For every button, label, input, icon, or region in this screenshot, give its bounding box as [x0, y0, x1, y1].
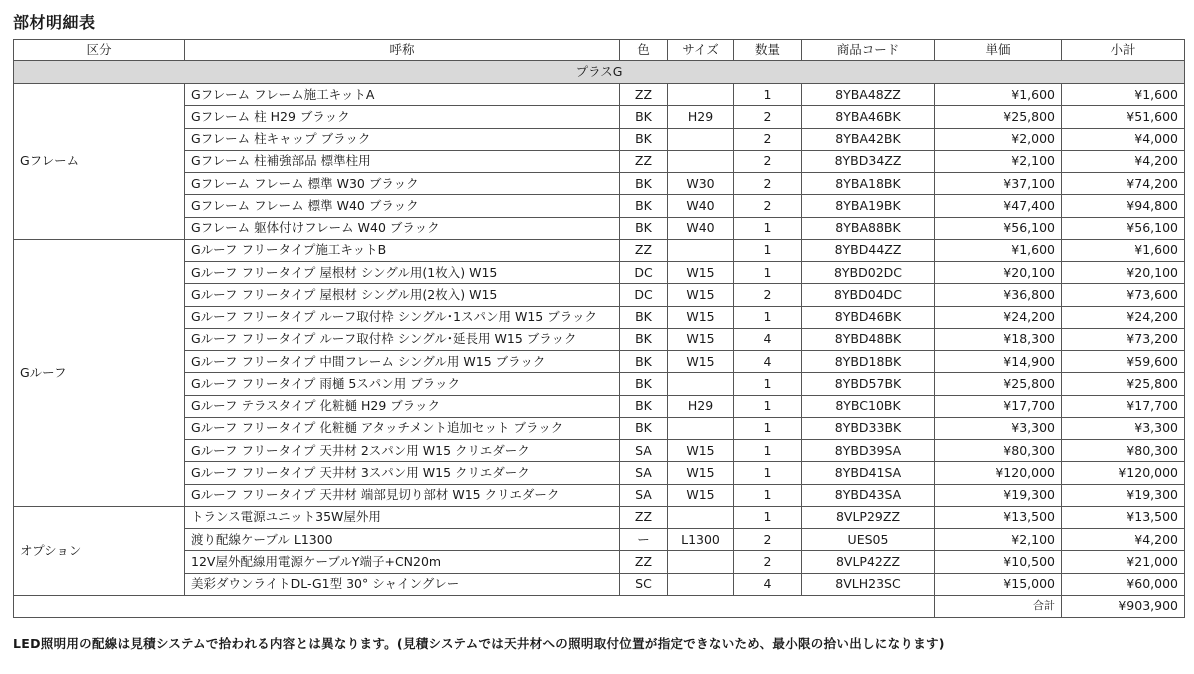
- header-unit-price: 単価: [935, 40, 1062, 61]
- row-product-code: UES05: [802, 529, 935, 551]
- row-product-code: 8YBA19BK: [802, 195, 935, 217]
- row-color: ZZ: [620, 84, 668, 106]
- row-subtotal: ¥25,800: [1062, 373, 1185, 395]
- row-unit-price: ¥2,100: [935, 529, 1062, 551]
- row-quantity: 1: [734, 306, 802, 328]
- row-quantity: 1: [734, 484, 802, 506]
- row-size: W40: [668, 217, 734, 239]
- row-unit-price: ¥10,500: [935, 551, 1062, 573]
- row-unit-price: ¥1,600: [935, 84, 1062, 106]
- row-color: ZZ: [620, 150, 668, 172]
- row-color: SA: [620, 484, 668, 506]
- row-product-code: 8YBC10BK: [802, 395, 935, 417]
- row-unit-price: ¥47,400: [935, 195, 1062, 217]
- row-name: Gフレーム 柱補強部品 標準柱用: [185, 150, 620, 172]
- table-row: [14, 262, 1185, 284]
- row-color: SA: [620, 440, 668, 462]
- table-row: [14, 284, 1185, 306]
- row-size: W40: [668, 195, 734, 217]
- row-product-code: 8YBD48BK: [802, 328, 935, 350]
- row-product-code: 8YBD43SA: [802, 484, 935, 506]
- group-label: プラスG: [14, 61, 1185, 84]
- table-row: [14, 551, 1185, 573]
- row-name: Gルーフ フリータイプ 中間フレーム シングル用 W15 ブラック: [185, 351, 620, 373]
- row-color: BK: [620, 217, 668, 239]
- row-size: W15: [668, 484, 734, 506]
- row-product-code: 8YBD41SA: [802, 462, 935, 484]
- section-category: Gフレーム: [14, 84, 185, 240]
- row-quantity: 1: [734, 262, 802, 284]
- table-row: [14, 529, 1185, 551]
- header-color: 色: [620, 40, 668, 61]
- row-size: W15: [668, 440, 734, 462]
- row-color: DC: [620, 262, 668, 284]
- row-subtotal: ¥17,700: [1062, 395, 1185, 417]
- row-unit-price: ¥14,900: [935, 351, 1062, 373]
- row-size: W15: [668, 328, 734, 350]
- row-size: [668, 551, 734, 573]
- table-row: [14, 128, 1185, 150]
- row-unit-price: ¥56,100: [935, 217, 1062, 239]
- row-subtotal: ¥4,000: [1062, 128, 1185, 150]
- row-product-code: 8VLP42ZZ: [802, 551, 935, 573]
- row-name: Gフレーム 躯体付けフレーム W40 ブラック: [185, 217, 620, 239]
- row-unit-price: ¥3,300: [935, 417, 1062, 439]
- row-unit-price: ¥2,000: [935, 128, 1062, 150]
- row-unit-price: ¥25,800: [935, 373, 1062, 395]
- row-size: W15: [668, 284, 734, 306]
- row-quantity: 1: [734, 239, 802, 261]
- section-category: オプション: [14, 506, 185, 595]
- section-category: Gルーフ: [14, 239, 185, 506]
- table-row: [14, 351, 1185, 373]
- total-spacer: [14, 595, 935, 617]
- row-color: BK: [620, 195, 668, 217]
- table-row: [14, 506, 1185, 528]
- table-row: [14, 395, 1185, 417]
- row-name: Gルーフ フリータイプ 天井材 端部見切り部材 W15 クリエダーク: [185, 484, 620, 506]
- row-name: Gルーフ フリータイプ ルーフ取付枠 シングル･1スパン用 W15 ブラック: [185, 306, 620, 328]
- row-subtotal: ¥24,200: [1062, 306, 1185, 328]
- row-unit-price: ¥2,100: [935, 150, 1062, 172]
- row-name: Gルーフ フリータイプ 雨樋 5スパン用 ブラック: [185, 373, 620, 395]
- table-row: [14, 217, 1185, 239]
- row-subtotal: ¥3,300: [1062, 417, 1185, 439]
- row-name: 12V屋外配線用電源ケーブルY端子+CN20m: [185, 551, 620, 573]
- row-quantity: 4: [734, 328, 802, 350]
- row-subtotal: ¥19,300: [1062, 484, 1185, 506]
- row-subtotal: ¥20,100: [1062, 262, 1185, 284]
- row-quantity: 2: [734, 173, 802, 195]
- row-product-code: 8VLP29ZZ: [802, 506, 935, 528]
- row-unit-price: ¥1,600: [935, 239, 1062, 261]
- row-size: [668, 84, 734, 106]
- row-product-code: 8YBD57BK: [802, 373, 935, 395]
- row-unit-price: ¥19,300: [935, 484, 1062, 506]
- row-unit-price: ¥18,300: [935, 328, 1062, 350]
- row-subtotal: ¥59,600: [1062, 351, 1185, 373]
- row-name: Gルーフ フリータイプ ルーフ取付枠 シングル･延長用 W15 ブラック: [185, 328, 620, 350]
- row-color: DC: [620, 284, 668, 306]
- row-size: W15: [668, 351, 734, 373]
- row-quantity: 1: [734, 395, 802, 417]
- row-product-code: 8YBD44ZZ: [802, 239, 935, 261]
- row-quantity: 1: [734, 373, 802, 395]
- parts-table: [13, 39, 1185, 618]
- row-name: Gルーフ フリータイプ施工キットB: [185, 239, 620, 261]
- table-row: [14, 417, 1185, 439]
- table-row: [14, 573, 1185, 595]
- row-color: ZZ: [620, 506, 668, 528]
- row-quantity: 1: [734, 217, 802, 239]
- row-unit-price: ¥36,800: [935, 284, 1062, 306]
- row-quantity: 2: [734, 195, 802, 217]
- row-name: Gルーフ フリータイプ 屋根材 シングル用(1枚入) W15: [185, 262, 620, 284]
- row-name: Gルーフ フリータイプ 天井材 3スパン用 W15 クリエダーク: [185, 462, 620, 484]
- row-name: Gフレーム 柱 H29 ブラック: [185, 106, 620, 128]
- row-name: Gルーフ フリータイプ 屋根材 シングル用(2枚入) W15: [185, 284, 620, 306]
- footnote: LED照明用の配線は見積システムで拾われる内容とは異なります。(見積システムでは天井材への照明取付位置が指定できないため、最小限の拾い出しになります): [13, 636, 945, 651]
- row-unit-price: ¥15,000: [935, 573, 1062, 595]
- row-size: W15: [668, 262, 734, 284]
- table-row: [14, 440, 1185, 462]
- row-color: BK: [620, 106, 668, 128]
- row-name: Gフレーム フレーム 標準 W30 ブラック: [185, 173, 620, 195]
- row-subtotal: ¥4,200: [1062, 529, 1185, 551]
- row-quantity: 1: [734, 417, 802, 439]
- row-subtotal: ¥94,800: [1062, 195, 1185, 217]
- row-subtotal: ¥56,100: [1062, 217, 1185, 239]
- row-subtotal: ¥13,500: [1062, 506, 1185, 528]
- table-header-row: [14, 40, 1185, 61]
- total-row: [14, 595, 1185, 617]
- row-quantity: 1: [734, 462, 802, 484]
- row-product-code: 8YBD04DC: [802, 284, 935, 306]
- row-unit-price: ¥24,200: [935, 306, 1062, 328]
- row-quantity: 2: [734, 284, 802, 306]
- table-row: [14, 84, 1185, 106]
- row-color: SA: [620, 462, 668, 484]
- table-row: [14, 373, 1185, 395]
- row-color: BK: [620, 328, 668, 350]
- row-product-code: 8YBA46BK: [802, 106, 935, 128]
- row-name: Gルーフ フリータイプ 化粧樋 アタッチメント追加セット ブラック: [185, 417, 620, 439]
- row-size: H29: [668, 395, 734, 417]
- row-quantity: 2: [734, 529, 802, 551]
- row-unit-price: ¥80,300: [935, 440, 1062, 462]
- row-subtotal: ¥51,600: [1062, 106, 1185, 128]
- row-product-code: 8VLH23SC: [802, 573, 935, 595]
- table-row: [14, 306, 1185, 328]
- row-name: トランス電源ユニット35W屋外用: [185, 506, 620, 528]
- row-size: [668, 417, 734, 439]
- header-name: 呼称: [185, 40, 620, 61]
- row-product-code: 8YBD02DC: [802, 262, 935, 284]
- table-row: [14, 462, 1185, 484]
- row-product-code: 8YBD39SA: [802, 440, 935, 462]
- row-color: BK: [620, 351, 668, 373]
- row-unit-price: ¥25,800: [935, 106, 1062, 128]
- row-subtotal: ¥73,600: [1062, 284, 1185, 306]
- row-size: [668, 128, 734, 150]
- header-subtotal: 小計: [1062, 40, 1185, 61]
- table-row: [14, 150, 1185, 172]
- header-category: 区分: [14, 40, 185, 61]
- row-quantity: 2: [734, 150, 802, 172]
- row-product-code: 8YBD33BK: [802, 417, 935, 439]
- row-name: Gフレーム フレーム施工キットA: [185, 84, 620, 106]
- row-color: ー: [620, 529, 668, 551]
- header-quantity: 数量: [734, 40, 802, 61]
- table-body: [14, 61, 1185, 596]
- row-subtotal: ¥1,600: [1062, 239, 1185, 261]
- row-subtotal: ¥80,300: [1062, 440, 1185, 462]
- row-unit-price: ¥13,500: [935, 506, 1062, 528]
- page-title: 部材明細表: [13, 13, 96, 32]
- row-color: BK: [620, 128, 668, 150]
- row-quantity: 1: [734, 440, 802, 462]
- row-quantity: 2: [734, 551, 802, 573]
- row-quantity: 2: [734, 128, 802, 150]
- row-product-code: 8YBA42BK: [802, 128, 935, 150]
- row-size: W15: [668, 462, 734, 484]
- row-subtotal: ¥21,000: [1062, 551, 1185, 573]
- row-color: BK: [620, 173, 668, 195]
- row-product-code: 8YBD34ZZ: [802, 150, 935, 172]
- table-row: [14, 173, 1185, 195]
- row-size: [668, 573, 734, 595]
- row-quantity: 1: [734, 84, 802, 106]
- row-product-code: 8YBA48ZZ: [802, 84, 935, 106]
- row-name: 渡り配線ケーブル L1300: [185, 529, 620, 551]
- table-row: [14, 239, 1185, 261]
- row-name: Gフレーム フレーム 標準 W40 ブラック: [185, 195, 620, 217]
- row-product-code: 8YBD18BK: [802, 351, 935, 373]
- group-row: [14, 61, 1185, 84]
- total-value: ¥903,900: [1062, 595, 1185, 617]
- total-label: 合計: [935, 595, 1062, 617]
- row-subtotal: ¥4,200: [1062, 150, 1185, 172]
- row-subtotal: ¥60,000: [1062, 573, 1185, 595]
- row-subtotal: ¥1,600: [1062, 84, 1185, 106]
- row-color: BK: [620, 417, 668, 439]
- row-product-code: 8YBA18BK: [802, 173, 935, 195]
- row-unit-price: ¥37,100: [935, 173, 1062, 195]
- row-subtotal: ¥120,000: [1062, 462, 1185, 484]
- row-size: [668, 150, 734, 172]
- table-row: [14, 328, 1185, 350]
- table-row: [14, 484, 1185, 506]
- row-color: BK: [620, 395, 668, 417]
- row-subtotal: ¥74,200: [1062, 173, 1185, 195]
- row-size: L1300: [668, 529, 734, 551]
- row-color: SC: [620, 573, 668, 595]
- row-name: Gフレーム 柱キャップ ブラック: [185, 128, 620, 150]
- row-subtotal: ¥73,200: [1062, 328, 1185, 350]
- row-quantity: 1: [734, 506, 802, 528]
- header-size: サイズ: [668, 40, 734, 61]
- row-name: 美彩ダウンライトDL-G1型 30° シャイングレー: [185, 573, 620, 595]
- row-name: Gルーフ テラスタイプ 化粧樋 H29 ブラック: [185, 395, 620, 417]
- row-unit-price: ¥20,100: [935, 262, 1062, 284]
- row-size: W30: [668, 173, 734, 195]
- row-size: W15: [668, 306, 734, 328]
- row-color: BK: [620, 306, 668, 328]
- row-unit-price: ¥17,700: [935, 395, 1062, 417]
- row-quantity: 4: [734, 351, 802, 373]
- row-size: [668, 506, 734, 528]
- row-unit-price: ¥120,000: [935, 462, 1062, 484]
- row-quantity: 4: [734, 573, 802, 595]
- row-product-code: 8YBD46BK: [802, 306, 935, 328]
- row-color: ZZ: [620, 239, 668, 261]
- row-quantity: 2: [734, 106, 802, 128]
- row-color: ZZ: [620, 551, 668, 573]
- row-size: [668, 373, 734, 395]
- table-row: [14, 106, 1185, 128]
- row-name: Gルーフ フリータイプ 天井材 2スパン用 W15 クリエダーク: [185, 440, 620, 462]
- row-color: BK: [620, 373, 668, 395]
- row-size: H29: [668, 106, 734, 128]
- row-product-code: 8YBA88BK: [802, 217, 935, 239]
- header-product-code: 商品コード: [802, 40, 935, 61]
- table-row: [14, 195, 1185, 217]
- row-size: [668, 239, 734, 261]
